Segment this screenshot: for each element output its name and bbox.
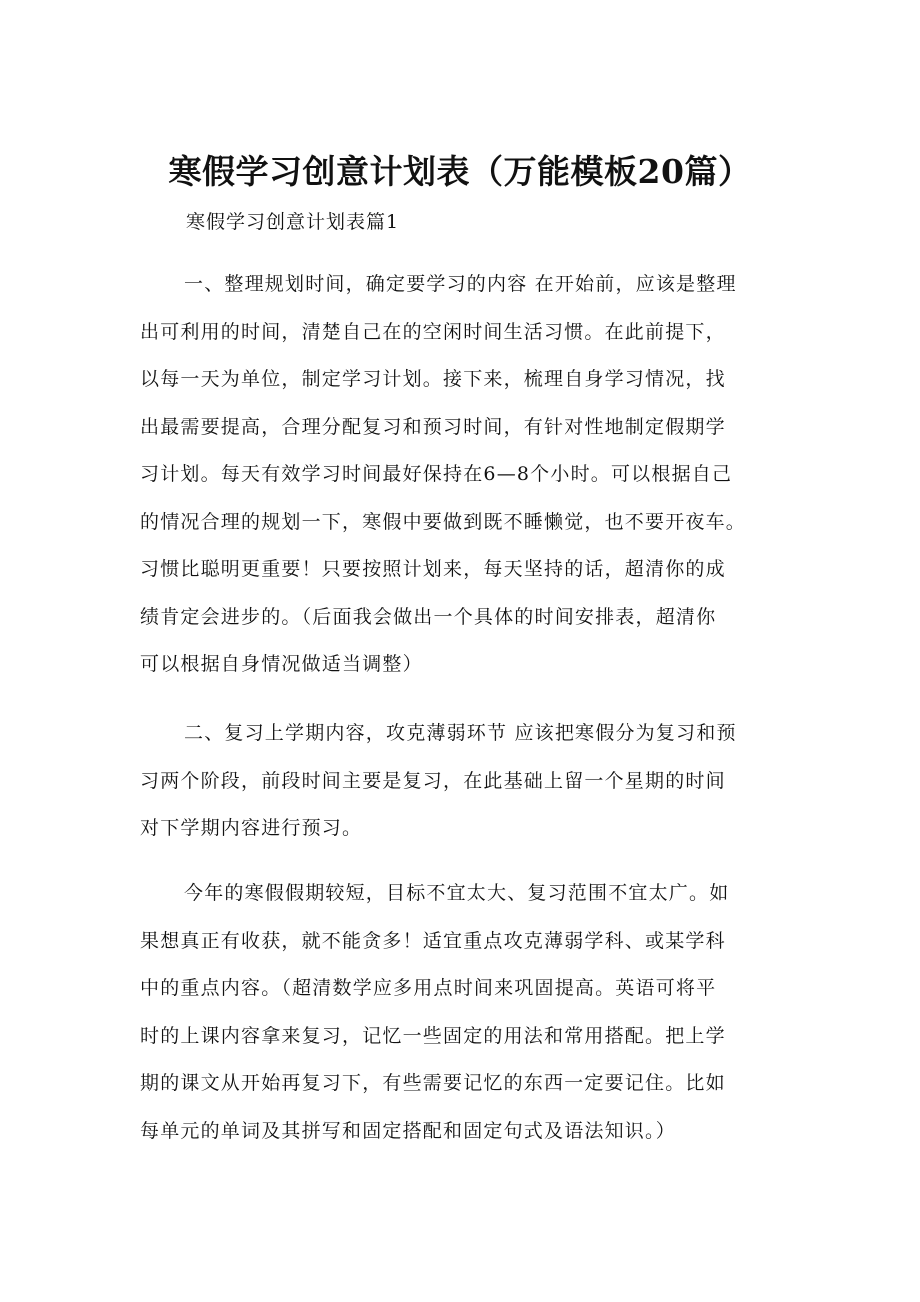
paragraph-line: 习惯比聪明更重要！只要按照计划来，每天坚持的话，超清你的成 [140,558,726,580]
paragraph-line: 可以根据自身情况做适当调整） [140,653,423,675]
paragraph-line: 中的重点内容。（超清数学应多用点时间来巩固提高。英语可将平 [140,977,717,999]
section-heading: 寒假学习创意计划表篇1 [186,211,400,233]
paragraph-line: 绩肯定会进步的。（后面我会做出一个具体的时间安排表，超清你 [140,605,717,628]
paragraph-line: 一、整理规划时间，确定要学习的内容 在开始前，应该是整理 [184,273,737,295]
paragraph-line: 期的课文从开始再复习下，有些需要记忆的东西一定要记住。比如 [140,1072,726,1094]
paragraph-line: 对下学期内容进行预习。 [140,817,363,839]
paragraph-line: 时的上课内容拿来复习，记忆一些固定的用法和常用搭配。把上学 [140,1024,726,1047]
paragraph-line: 的情况合理的规划一下，寒假中要做到既不睡懒觉，也不要开夜车。 [140,510,747,533]
paragraph-line: 果想真正有收获，就不能贪多！适宜重点攻克薄弱学科、或某学科 [140,929,726,952]
paragraph-line: 习两个阶段，前段时间主要是复习，在此基础上留一个星期的时间 [140,769,726,792]
paragraph-line: 出可利用的时间，清楚自己在的空闲时间生活习惯。在此前提下， [140,320,726,343]
paragraph-line: 今年的寒假假期较短，目标不宜太大、复习范围不宜太广。如 [184,882,730,904]
paragraph-focus [140,870,800,1155]
document-title: 寒假学习创意计划表（万能模板20篇） [168,152,752,191]
paragraph-line: 以每一天为单位，制定学习计划。接下来，梳理自身学习情况，找 [140,368,726,390]
paragraph-line: 二、复习上学期内容，攻克薄弱环节 应该把寒假分为复习和预 [184,722,737,744]
paragraph-time-planning [140,261,800,689]
paragraph-line: 每单元的单词及其拼写和固定搭配和固定句式及语法知识。） [140,1119,676,1142]
paragraph-review [140,710,800,853]
paragraph-line: 出最需要提高，合理分配复习和预习时间，有针对性地制定假期学 [140,415,726,438]
paragraph-line: 习计划。每天有效学习时间最好保持在6—8个小时。可以根据自己 [140,463,733,485]
